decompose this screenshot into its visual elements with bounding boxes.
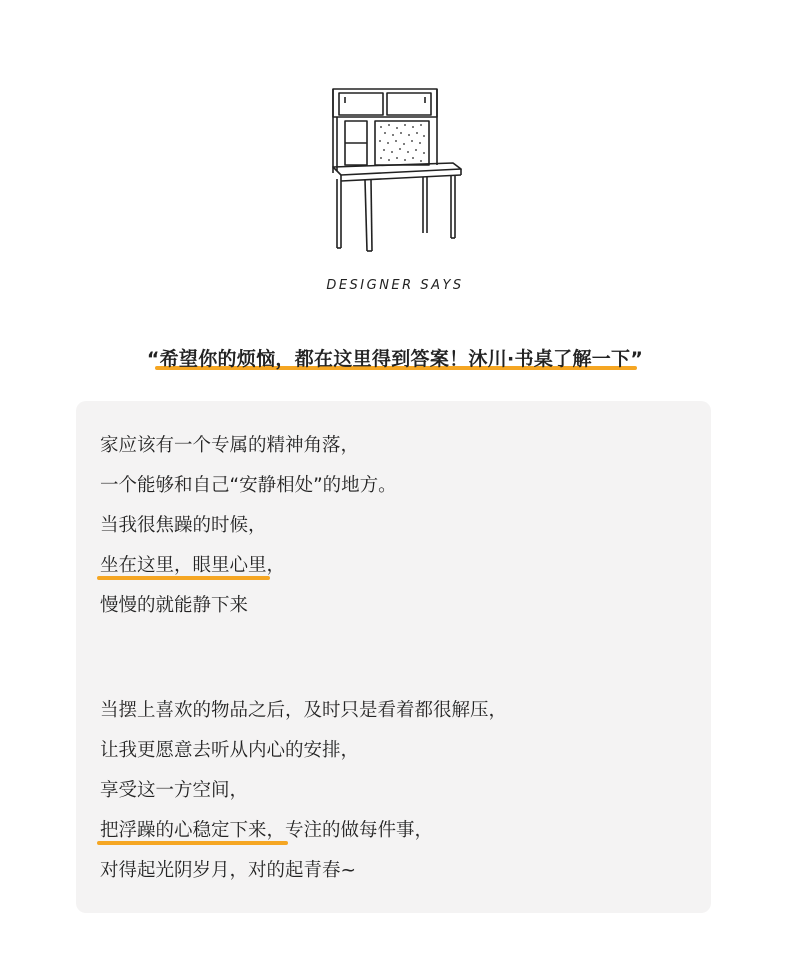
- quote-text: “希望你的烦恼，都在这里得到答案！沐川·书桌了解一下”: [146, 348, 644, 370]
- p2-line2: 让我更愿意去听从内心的安排，: [100, 740, 360, 761]
- designer-says-label: DESIGNER SAYS: [326, 278, 464, 293]
- p1-line4: [100, 554, 285, 578]
- p1-line4-rest: ，: [266, 555, 286, 576]
- p1-line3: 当我很焦躁的时候，: [100, 515, 267, 536]
- quote-container: [0, 344, 790, 371]
- p1-line1: 家应该有一个专属的精神角落，: [100, 435, 360, 456]
- p2-line1: 当摆上喜欢的物品之后，及时只是看着都很解压，: [100, 700, 508, 721]
- p2-line3: 享受这一方空间，: [100, 780, 249, 801]
- p2-line5: 对得起光阴岁月，对的起青春~: [100, 860, 357, 881]
- desk-illustration: [327, 83, 467, 258]
- headline-quote: [141, 344, 649, 371]
- p2-highlighted-phrase: 把浮躁的心稳定下来，: [100, 820, 286, 841]
- p2-line4-rest: 专注的做每件事，: [285, 820, 434, 841]
- p1-highlighted-phrase: 坐在这里，眼里心里: [100, 555, 267, 576]
- p1-line5: 慢慢的就能静下来: [100, 595, 249, 616]
- p1-line2: 一个能够和自己“安静相处”的地方。: [100, 475, 397, 496]
- p2-line4: [100, 819, 433, 843]
